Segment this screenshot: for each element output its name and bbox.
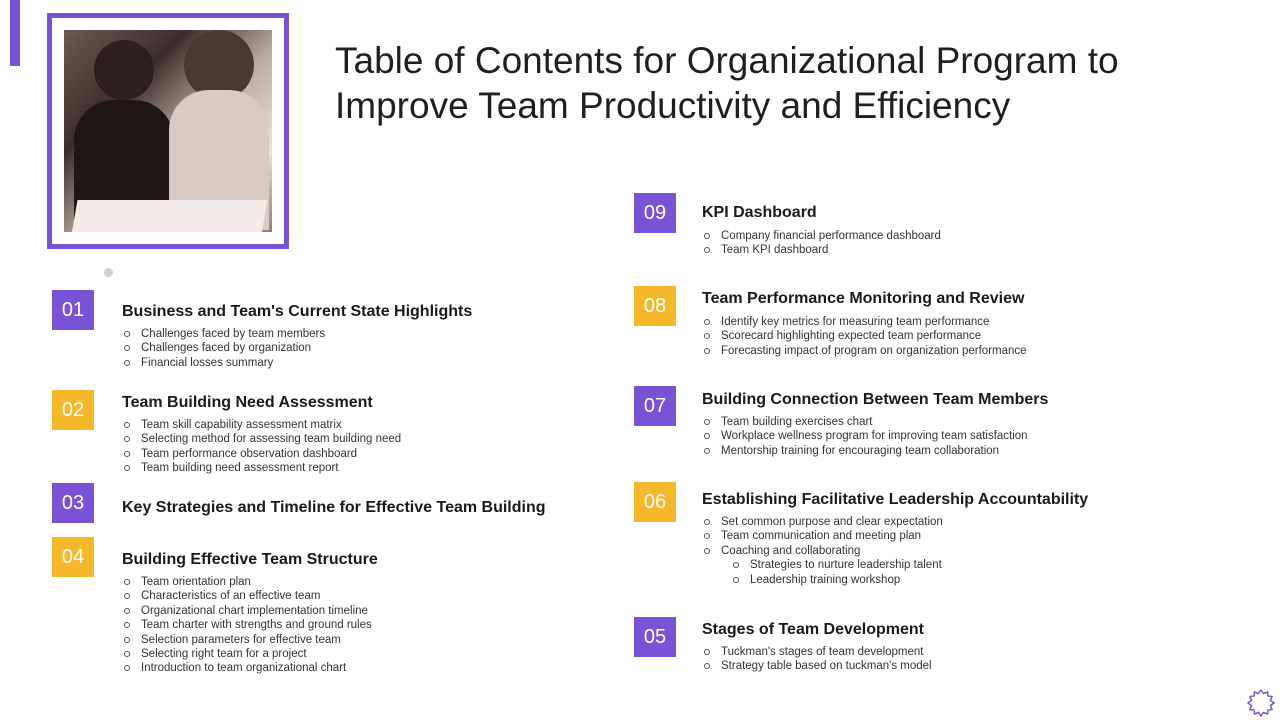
- section-number-02: 02: [52, 390, 94, 430]
- section-number-03: 03: [52, 483, 94, 523]
- section-number-07: 07: [634, 386, 676, 426]
- section-title-04[interactable]: Building Effective Team Structure: [122, 551, 378, 568]
- title-line-2: Improve Team Productivity and Efficiency: [335, 85, 1011, 126]
- team-photo: [64, 30, 272, 232]
- list-item: Introduction to team organizational chart: [122, 661, 372, 675]
- list-item: Mentorship training for encouraging team collaboration: [702, 444, 1028, 458]
- list-item: Team skill capability assessment matrix: [122, 418, 401, 432]
- list-item: Challenges faced by organization: [122, 341, 325, 355]
- section-title-05[interactable]: Stages of Team Development: [702, 621, 924, 638]
- section-bullets-04: [122, 575, 372, 676]
- list-item: Team charter with strengths and ground rules: [122, 618, 372, 632]
- list-item: Challenges faced by team members: [122, 327, 325, 341]
- list-item: Team building need assessment report: [122, 461, 401, 475]
- section-bullets-06: [702, 515, 943, 587]
- section-title-08[interactable]: Team Performance Monitoring and Review: [702, 290, 1025, 307]
- list-item: Workplace wellness program for improving team satisfaction: [702, 429, 1028, 443]
- list-item: Set common purpose and clear expectation: [702, 515, 943, 529]
- section-number-01: 01: [52, 290, 94, 330]
- section-title-06[interactable]: Establishing Facilitative Leadership Accountability: [702, 491, 1089, 508]
- list-item: Team communication and meeting plan: [702, 529, 943, 543]
- section-title-03[interactable]: Key Strategies and Timeline for Effective Team Building: [122, 499, 546, 516]
- list-item: Team KPI dashboard: [702, 243, 941, 257]
- section-number-04: 04: [52, 537, 94, 577]
- gear-logo-icon: [1246, 688, 1276, 718]
- title-line-1: Table of Contents for Organizational Program to: [335, 40, 1119, 81]
- accent-bar: [10, 0, 20, 66]
- section-title-09[interactable]: KPI Dashboard: [702, 204, 817, 221]
- section-number-06: 06: [634, 482, 676, 522]
- sub-list-item: Leadership training workshop: [702, 573, 943, 587]
- list-item: Selecting right team for a project: [122, 647, 372, 661]
- section-bullets-09: [702, 229, 941, 258]
- section-bullets-05: [702, 645, 932, 674]
- list-item: Team orientation plan: [122, 575, 372, 589]
- photo-frame: [47, 13, 289, 249]
- list-item: Identify key metrics for measuring team performance: [702, 315, 1027, 329]
- list-item: Characteristics of an effective team: [122, 589, 372, 603]
- decorative-dot: [104, 268, 113, 277]
- section-bullets-07: [702, 415, 1028, 458]
- list-item: Team performance observation dashboard: [122, 447, 401, 461]
- page-title: [335, 38, 1235, 128]
- list-item: Team building exercises chart: [702, 415, 1028, 429]
- section-bullets-08: [702, 315, 1027, 358]
- list-item: Forecasting impact of program on organization performance: [702, 344, 1027, 358]
- section-bullets-01: [122, 327, 325, 370]
- section-number-05: 05: [634, 617, 676, 657]
- section-title-02[interactable]: Team Building Need Assessment: [122, 394, 373, 411]
- list-item: Strategy table based on tuckman's model: [702, 659, 932, 673]
- list-item: Financial losses summary: [122, 356, 325, 370]
- sub-list-item: Strategies to nurture leadership talent: [702, 558, 943, 572]
- section-bullets-02: [122, 418, 401, 476]
- section-title-07[interactable]: Building Connection Between Team Members: [702, 391, 1049, 408]
- list-item: Scorecard highlighting expected team performance: [702, 329, 1027, 343]
- list-item: Selection parameters for effective team: [122, 633, 372, 647]
- list-item: Company financial performance dashboard: [702, 229, 941, 243]
- list-item: Organizational chart implementation timeline: [122, 604, 372, 618]
- section-number-09: 09: [634, 193, 676, 233]
- list-item: Coaching and collaborating: [702, 544, 943, 558]
- section-title-01[interactable]: Business and Team's Current State Highlights: [122, 303, 473, 320]
- list-item: Tuckman's stages of team development: [702, 645, 932, 659]
- section-number-08: 08: [634, 286, 676, 326]
- list-item: Selecting method for assessing team building need: [122, 432, 401, 446]
